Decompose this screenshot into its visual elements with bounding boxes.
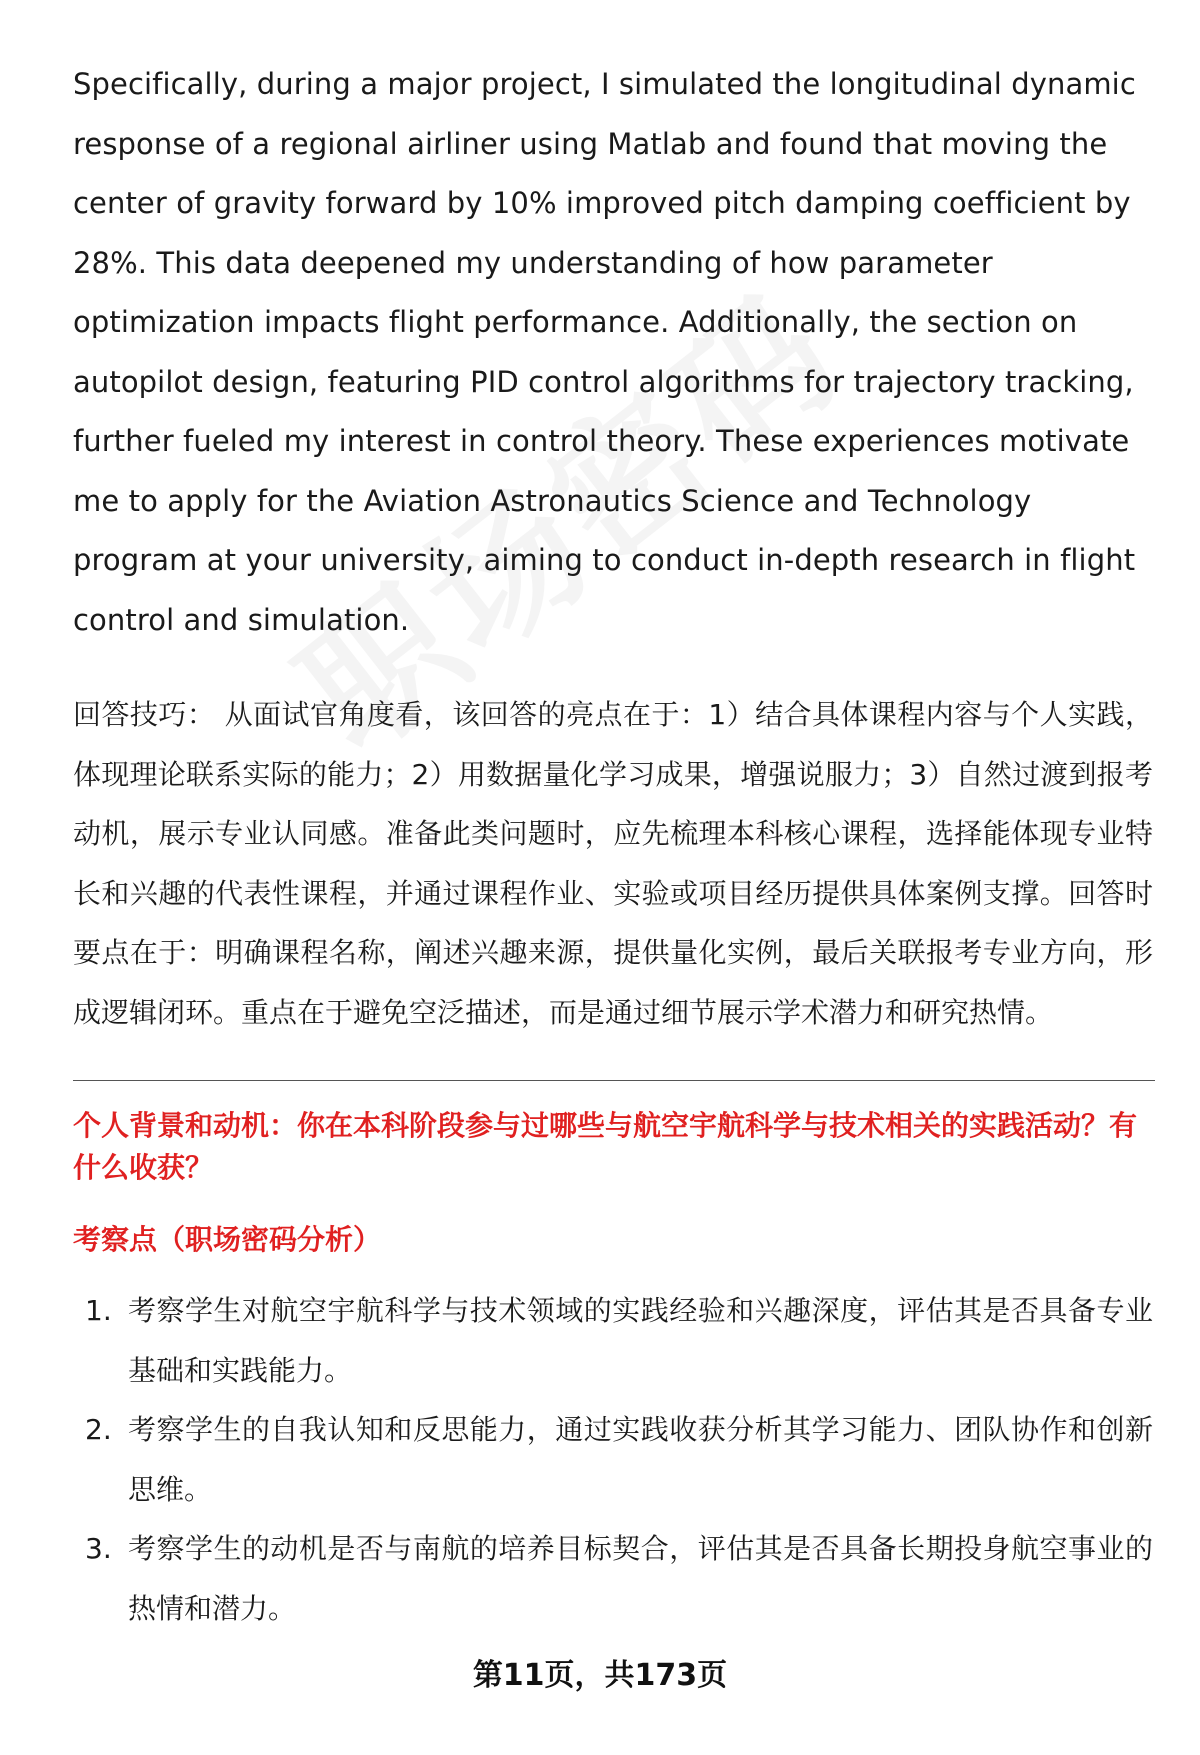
analysis-title: 考察点（职场密码分析） <box>73 1223 382 1256</box>
answer-tips-paragraph: 回答技巧： 从面试官角度看，该回答的亮点在于：1）结合具体课程内容与个人实践，体现理论联系实际的能力；2）用数据量化学习成果，增强说服力；3）自然过渡到报考动机，展示专业认同感。准备此类问题时，应先梳理本科核心课程，选择能体现专业特长和兴趣的代表性课程，并通过课程作业、实验或项目经历提供具体案例支撑。回答时要点在于：明确课程名称，阐述兴趣来源，提供量化实例，最后关联报考专业方向，形成逻辑闭环。重点在于避免空泛描述，而是通过细节展示学术潜力和研究热情。 <box>73 698 1153 1029</box>
question-heading: 个人背景和动机：你在本科阶段参与过哪些与航空宇航科学与技术相关的实践活动？有什么收获？ <box>73 1109 1138 1184</box>
analysis-list <box>73 1281 1153 1638</box>
list-item <box>73 1281 1153 1400</box>
page-number: 第11页，共173页 <box>472 1658 728 1693</box>
list-item-number: 2. <box>85 1413 112 1446</box>
list-item <box>73 1519 1153 1638</box>
english-paragraph: Specifically, during a major project, I simulated the longitudinal dynamic response of a regional airliner using Matlab and found that moving the center of gravity forward by 10% improved pitch damping coefficient by 28%. This data deepened my understanding of how parameter optimization impacts flight performance. Additionally, the section on autopilot design, featuring PID control algorithms for trajectory tracking, further fueled my interest in control theory. These experiences motivate me to apply for the Aviation Astronautics Science and Technology program at your university, aiming to conduct in-depth research in flight control and simulation. <box>73 67 1136 637</box>
list-item-text: 考察学生的动机是否与南航的培养目标契合，评估其是否具备长期投身航空事业的热情和潜力。 <box>128 1532 1153 1625</box>
list-item-number: 1. <box>85 1294 112 1327</box>
list-item-number: 3. <box>85 1532 112 1565</box>
list-item-text: 考察学生对航空宇航科学与技术领域的实践经验和兴趣深度，评估其是否具备专业基础和实践能力。 <box>128 1294 1153 1387</box>
list-item-text: 考察学生的自我认知和反思能力，通过实践收获分析其学习能力、团队协作和创新思维。 <box>128 1413 1153 1506</box>
page-content <box>73 55 1153 1638</box>
section-divider <box>73 1080 1155 1081</box>
list-item <box>73 1400 1153 1519</box>
